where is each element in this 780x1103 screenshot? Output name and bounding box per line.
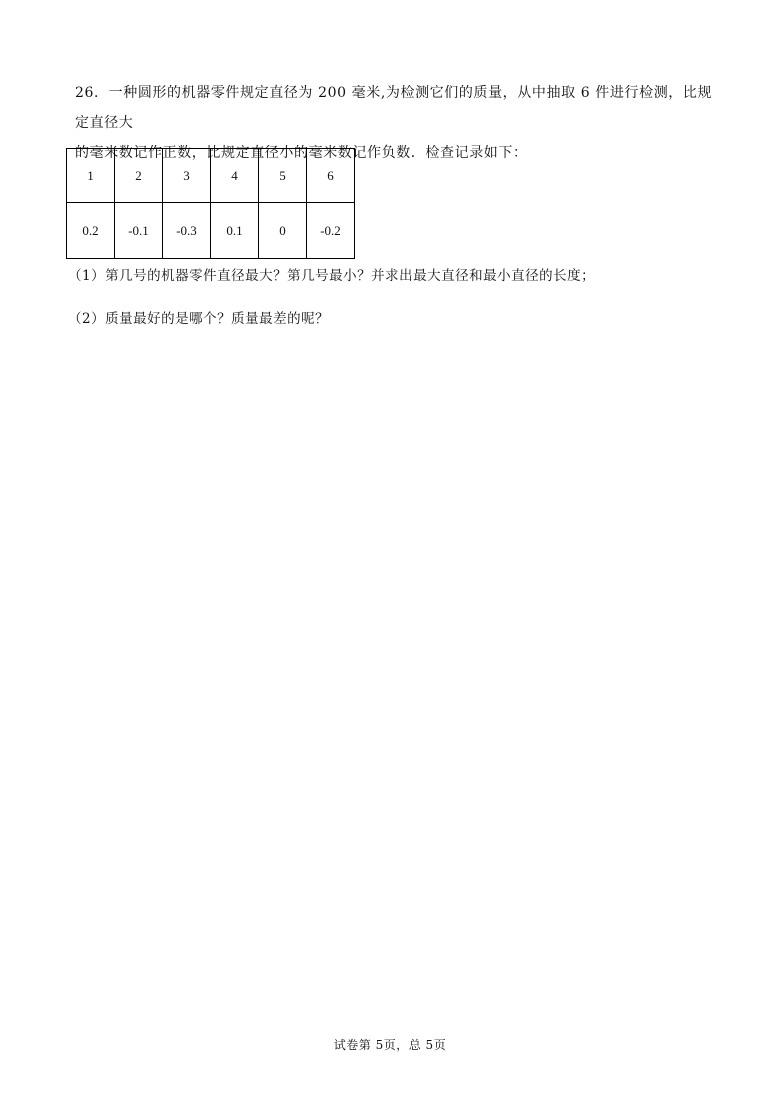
table-value-cell: 0.2	[67, 203, 115, 259]
table-header-cell: 5	[259, 149, 307, 203]
question-text-line-1: 26．一种圆形的机器零件规定直径为 200 毫米,为检测它们的质量，从中抽取 6 件进行检测，比规定直径大	[75, 85, 713, 131]
table-header-cell: 3	[163, 149, 211, 203]
table-header-cell: 6	[307, 149, 355, 203]
table-value-cell: 0.1	[211, 203, 259, 259]
page-footer: 试卷第 5页，总 5页	[333, 1038, 447, 1052]
table-header-cell: 1	[67, 149, 115, 203]
table-value-cell: -0.3	[163, 203, 211, 259]
table-value-cell: 0	[259, 203, 307, 259]
table-header-row	[67, 149, 355, 203]
question-text-line-2: 的毫米数记作正数，比规定直径小的毫米数记作负数．检查记录如下：	[75, 145, 528, 161]
table-value-cell: -0.1	[115, 203, 163, 259]
table-header-cell: 2	[115, 149, 163, 203]
table-value-row	[67, 203, 355, 259]
table-value-cell: -0.2	[307, 203, 355, 259]
sub-question-2: （2）质量最好的是哪个？质量最差的呢？	[68, 311, 330, 327]
sub-question-1: （1）第几号的机器零件直径最大？第几号最小？并求出最大直径和最小直径的长度；	[68, 268, 596, 284]
table-header-cell: 4	[211, 149, 259, 203]
inspection-record-table	[66, 148, 355, 259]
